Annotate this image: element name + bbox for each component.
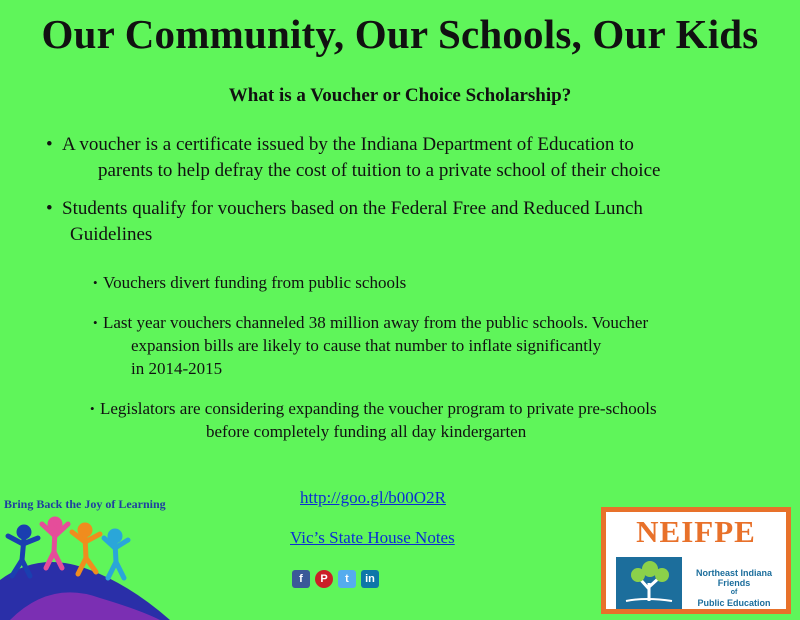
facebook-icon[interactable]: f (292, 570, 310, 588)
logo-title: NEIFPE (636, 514, 756, 549)
logo-org-name (684, 568, 784, 608)
pinterest-icon[interactable]: P (315, 570, 333, 588)
logo-line: Friends (717, 578, 751, 588)
sub-bullet-divert (93, 271, 406, 294)
tree-icon (616, 557, 682, 609)
bullet-qualification (46, 196, 776, 248)
sub-bullet-text: Last year vouchers channeled 38 million away from the public schools. Voucher (103, 313, 649, 332)
sub-bullet-text-cont: expansion bills are likely to cause that number to inflate significantly (131, 336, 602, 355)
bullet-text-cont: parents to help defray the cost of tuition to a private school of their choice (98, 160, 661, 181)
bullet-voucher-definition (46, 132, 776, 184)
bullet-icon: • (46, 198, 53, 219)
social-icons (292, 570, 379, 588)
bullet-text: A voucher is a certificate issued by the Indiana Department of Education to (62, 134, 634, 155)
bullet-text-cont: Guidelines (70, 224, 153, 245)
neifpe-logo (601, 507, 791, 614)
sub-bullet-legislators (90, 397, 790, 443)
bullet-icon: • (46, 134, 53, 155)
bullet-text: Students qualify for vouchers based on the Federal Free and Reduced Lunch (62, 198, 643, 219)
logo-line: Public Education (697, 598, 771, 608)
logo-line: Northeast Indiana (695, 568, 772, 578)
logo-line: of (730, 589, 738, 596)
bullet-icon: • (93, 275, 98, 290)
sub-bullet-text-cont: before completely funding all day kindergarten (206, 422, 527, 441)
sub-bullet-text: Vouchers divert funding from public schools (103, 273, 407, 292)
sub-bullet-text: Legislators are considering expanding the voucher program to private pre-schools (100, 399, 657, 418)
jumping-kids-illustration (0, 510, 170, 620)
bullet-icon: • (90, 401, 95, 416)
state-house-notes-link[interactable]: Vic’s State House Notes (290, 528, 455, 547)
tagline: Bring Back the Joy of Learning (4, 497, 166, 511)
twitter-icon[interactable]: t (338, 570, 356, 588)
sub-bullet-text-cont: in 2014-2015 (131, 359, 223, 378)
linkedin-icon[interactable]: in (361, 570, 379, 588)
bullet-icon: • (93, 315, 98, 330)
page-subtitle: What is a Voucher or Choice Scholarship? (228, 85, 572, 106)
page-title: Our Community, Our Schools, Our Kids (41, 11, 759, 57)
short-url-link[interactable]: http://goo.gl/b00O2R (300, 488, 446, 507)
sub-bullet-38-million (93, 311, 793, 380)
